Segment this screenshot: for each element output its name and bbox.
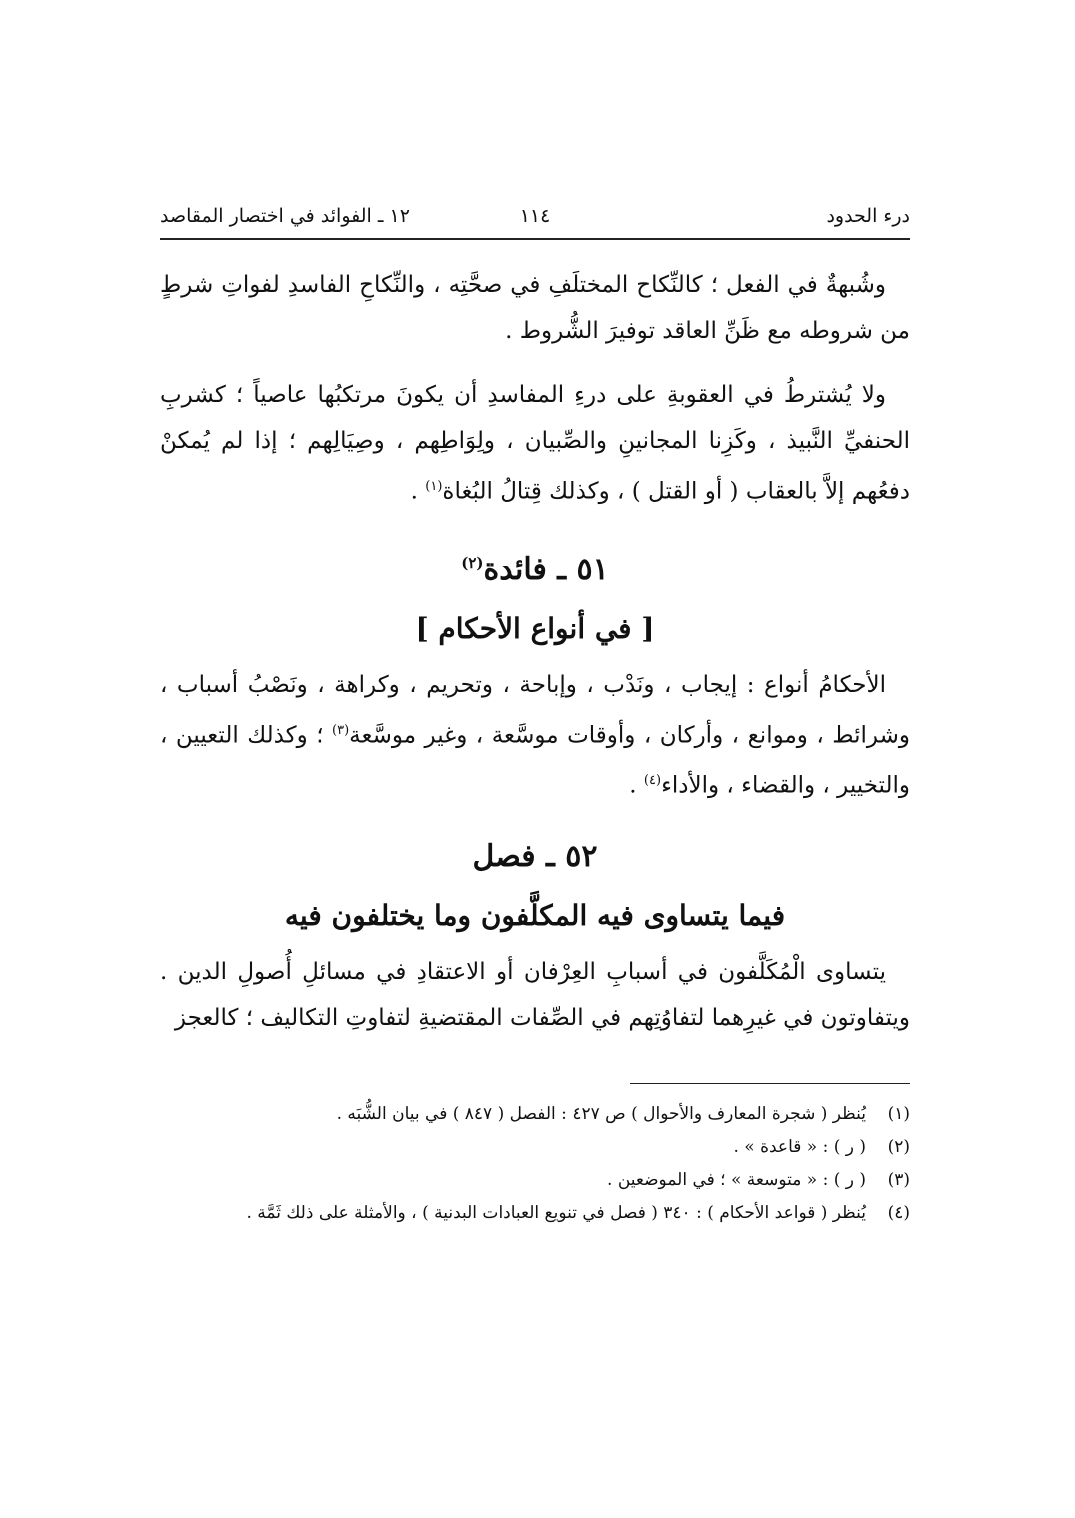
running-header — [160, 198, 910, 234]
main-text — [160, 262, 910, 1059]
header-chapter-title: ١٢ ـ الفوائد في اختصار المقاصد — [160, 205, 410, 227]
footnote-number: (٣) — [887, 1170, 910, 1190]
section-52-subtitle: فيما يتساوى فيه المكلَّفون وما يختلفون فيه — [284, 898, 786, 932]
book-page — [160, 0, 910, 1518]
footnote-ref-3: (٣) — [332, 722, 350, 738]
footnote-text: يُنظر ( شجرة المعارف والأحوال ) ص ٤٢٧ : الفصل ( ٨٤٧ ) في بيان الشُّبَه . — [336, 1104, 866, 1124]
paragraph-2-end: . — [410, 478, 426, 505]
footnote-4 — [160, 1197, 910, 1230]
footnote-text: يُنظر ( قواعد الأحكام ) : ٣٤٠ ( فصل في تنويع العبادات البدنية ) ، والأمثلة على ذلك ثَمَّة . — [246, 1203, 866, 1223]
footnote-1 — [160, 1098, 910, 1131]
footnote-3 — [160, 1164, 910, 1197]
footnote-divider — [630, 1083, 910, 1084]
footnote-text: ( ر ) : « قاعدة » . — [733, 1137, 866, 1157]
footnote-text: ( ر ) : « متوسعة » ؛ في الموضعين . — [607, 1170, 866, 1190]
paragraph-1: وشُبهةٌ في الفعل ؛ كالنِّكاح المختلَفِ في صحَّتِه ، والنِّكاحِ الفاسدِ لفواتِ شرطٍ من شروطه مع ظَنِّ العاقد توفيرَ الشُّروط . — [160, 272, 910, 344]
section-51-title — [160, 533, 910, 600]
footnote-ref-1: (١) — [425, 479, 443, 494]
paragraph-3-middle: ؛ وكذلك التعيين ، والتخيير ، والقضاء ، والأداء — [160, 722, 910, 799]
footnote-2 — [160, 1131, 910, 1164]
footnote-number: (٢) — [887, 1137, 910, 1157]
footnote-number: (١) — [887, 1104, 910, 1124]
section-51-subtitle: [ في أنواع الأحكام ] — [415, 611, 655, 645]
paragraph-2-text: ولا يُشترطُ في العقوبةِ على درءِ المفاسدِ أن يكونَ مرتكبُها عاصياً ؛ كشربِ الحنفيِّ النَّبيذ ، وكَزِنا المجانينِ والصِّبيان ، ولِوَاطِهم ، وصِيَالِهم ؛ إذا لم يُمكنْ دفعُهم إلاَّ بالعقاب ( أو القتل ) ، وكذلك قِتالُ البُغاة — [160, 382, 910, 505]
footnote-ref-4: (٤) — [643, 773, 662, 789]
paragraph-2 — [160, 372, 910, 515]
section-52-title: ٥٢ ـ فصل — [472, 838, 598, 874]
paragraph-3 — [160, 662, 910, 809]
footnotes — [160, 1098, 910, 1230]
section-51-title-text: ٥١ ـ فائدة — [483, 551, 609, 587]
paragraph-4: يتساوى الْمُكَلَّفون في أسبابِ العِرْفان أو الاعتقادِ في مسائلِ أُصولِ الدين . ويتفاوتون في غيرِهما لتفاوُتِهم في الصِّفات المقتضيةِ لتفاوتِ التكاليف ؛ كالعجز — [160, 958, 910, 1031]
paragraph-3-end: . — [629, 772, 644, 799]
footnote-number: (٤) — [887, 1203, 910, 1223]
paragraph-3-text: الأحكامُ أنواع : إيجاب ، ونَدْب ، وإباحة ، وتحريم ، وكراهة ، ونَصْبُ أسباب ، وشرائط ، وموانع ، وأركان ، وأوقات موسَّعة ، وغير موسَّعة — [160, 671, 910, 749]
header-book-title: درء الحدود — [826, 205, 910, 227]
header-divider — [160, 238, 910, 240]
page-number: ١١٤ — [519, 205, 551, 227]
footnote-ref-2: (٢) — [461, 553, 484, 572]
